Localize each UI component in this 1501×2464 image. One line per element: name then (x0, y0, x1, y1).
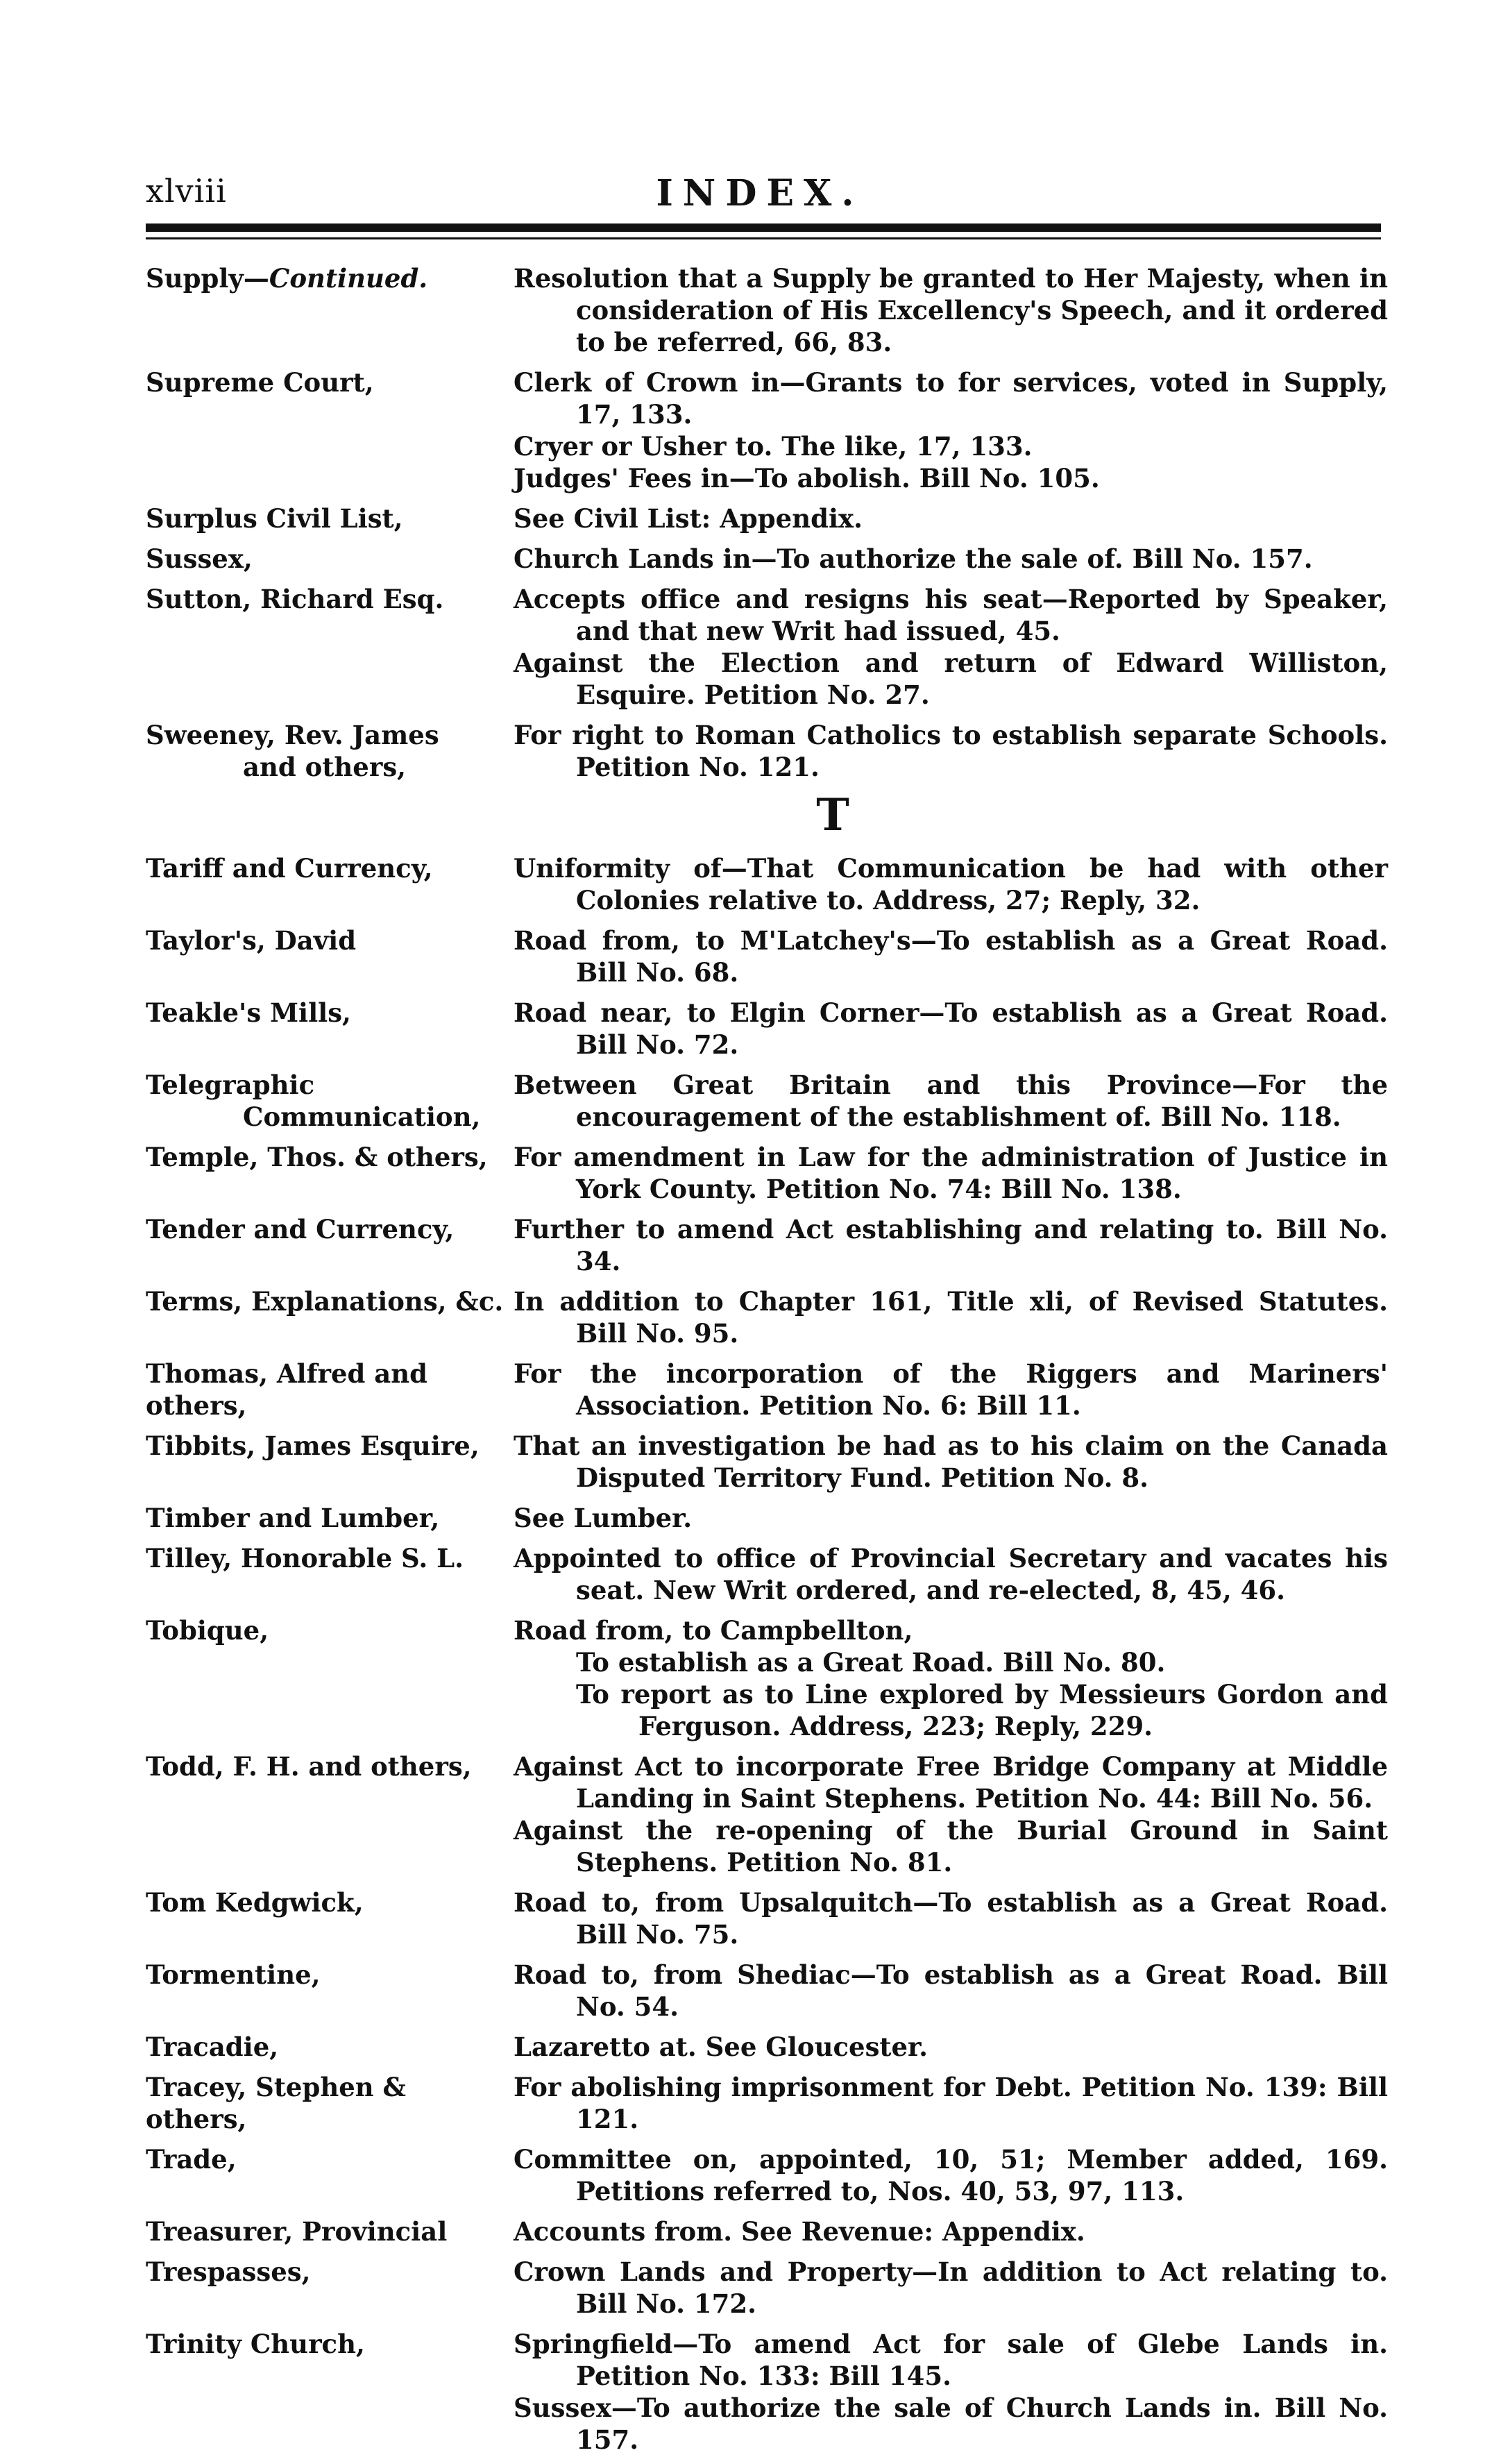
index-reference: Against Act to incorporate Free Bridge Company at Middle Landing in Saint Stephens. Petition No. 44: Bill No. 56. (514, 1751, 1388, 1814)
index-entry (146, 1430, 1388, 1494)
index-description (514, 1959, 1388, 2023)
index-term-text: Sweeney, Rev. James (146, 720, 439, 750)
index-term (146, 1213, 514, 1245)
index-description (514, 503, 1388, 534)
page-number: xlviii (146, 172, 227, 210)
index-reference: Springfield—To amend Act for sale of Glebe Lands in. Petition No. 133: Bill 145. (514, 2329, 1388, 2391)
index-reference: Resolution that a Supply be granted to Her Majesty, when in consideration of His Excellency's Speech, and it ordered to be referred, 66, 83. (514, 263, 1388, 357)
index-term (146, 1430, 514, 1462)
entries-s-section (146, 262, 1388, 783)
index-reference: Against the Election and return of Edward Williston, Esquire. Petition No. 27. (514, 648, 1388, 710)
index-entry (146, 262, 1388, 358)
index-description (514, 2143, 1388, 2207)
index-term (146, 1542, 514, 1574)
index-reference: In addition to Chapter 161, Title xli, of Revised Statutes. Bill No. 95. (514, 1286, 1388, 1349)
index-entry (146, 2031, 1388, 2063)
index-description (514, 1887, 1388, 1950)
index-reference: For right to Roman Catholics to establish separate Schools. Petition No. 121. (514, 720, 1388, 782)
index-description (514, 925, 1388, 988)
index-entry (146, 2328, 1388, 2456)
index-term (146, 1502, 514, 1534)
index-reference: For abolishing imprisonment for Debt. Petition No. 139: Bill 121. (514, 2072, 1388, 2134)
index-reference: Judges' Fees in—To abolish. Bill No. 105. (514, 463, 1100, 493)
index-term (146, 1141, 514, 1173)
section-letter (146, 791, 1388, 840)
index-term-text: Tender and Currency, (146, 1214, 455, 1244)
index-reference: Clerk of Crown in—Grants to for services, voted in Supply, 17, 133. (514, 367, 1388, 430)
index-entry (146, 583, 1388, 711)
index-reference: See Lumber. (514, 1503, 693, 1533)
index-reference: Crown Lands and Property—In addition to Act relating to. Bill No. 172. (514, 2256, 1388, 2319)
page-title: INDEX. (656, 172, 864, 214)
index-reference: Further to amend Act establishing and relating to. Bill No. 34. (514, 1214, 1388, 1276)
index-entry (146, 2216, 1388, 2247)
index-description (514, 1750, 1388, 1878)
index-reference: Sussex—To authorize the sale of Church Lands in. Bill No. 157. (514, 2393, 1388, 2455)
index-description (514, 1141, 1388, 1205)
index-entry (146, 1213, 1388, 1277)
index-description (514, 1430, 1388, 1494)
index-term-text: Todd, F. H. and others, (146, 1751, 472, 1782)
index-term (146, 583, 514, 615)
index-reference: Committee on, appointed, 10, 51; Member added, 169. Petitions referred to, Nos. 40, 53, 97, 113. (514, 2144, 1388, 2206)
index-reference: For amendment in Law for the administration of Justice in York County. Petition No. 74: Bill No. 138. (514, 1142, 1388, 1204)
index-term (146, 1069, 514, 1133)
index-term (146, 2328, 514, 2360)
index-entries (146, 262, 1388, 2464)
index-reference: Road from, to M'Latchey's—To establish as a Great Road. Bill No. 68. (514, 925, 1388, 988)
index-entry (146, 1285, 1388, 1349)
index-reference: Uniformity of—That Communication be had with other Colonies relative to. Address, 27; Reply, 32. (514, 853, 1388, 915)
index-term (146, 1959, 514, 1991)
index-term (146, 1614, 514, 1646)
index-description (514, 1614, 1388, 1742)
index-reference: Appointed to office of Provincial Secretary and vacates his seat. New Writ ordered, and re-elected, 8, 45, 46. (514, 1543, 1388, 1605)
index-reference: That an investigation be had as to his claim on the Canada Disputed Territory Fund. Petition No. 8. (514, 1431, 1388, 1493)
index-description (514, 1542, 1388, 1606)
index-entry (146, 1069, 1388, 1133)
index-reference: Cryer or Usher to. The like, 17, 133. (514, 431, 1033, 462)
index-reference: Church Lands in—To authorize the sale of. Bill No. 157. (514, 543, 1313, 574)
index-term-text: Tom Kedgwick, (146, 1887, 364, 1918)
header-rule-thick (146, 223, 1381, 232)
index-entry (146, 1358, 1388, 1421)
index-entry (146, 503, 1388, 534)
index-term-text: Tormentine, (146, 1959, 321, 1990)
index-term (146, 1887, 514, 1918)
index-reference: Road to, from Upsalquitch—To establish as a Great Road. Bill No. 75. (514, 1887, 1388, 1950)
index-term-text: Treasurer, Provincial (146, 2216, 448, 2247)
index-term-text: Trespasses, (146, 2256, 311, 2287)
index-entry (146, 1959, 1388, 2023)
index-term (146, 543, 514, 575)
page-header (139, 172, 1381, 221)
index-reference: Accounts from. See Revenue: Appendix. (514, 2216, 1085, 2247)
index-term-text: Sutton, Richard Esq. (146, 584, 444, 614)
index-term (146, 366, 514, 398)
index-description (514, 2031, 1388, 2063)
index-reference: For the incorporation of the Riggers and Mariners' Association. Petition No. 6: Bill 11. (514, 1358, 1388, 1421)
index-term-text: Sussex, (146, 543, 253, 574)
index-term-text: Timber and Lumber, (146, 1503, 440, 1533)
index-entry (146, 366, 1388, 494)
index-entry (146, 1141, 1388, 1205)
index-description (514, 852, 1388, 916)
index-entry (146, 1750, 1388, 1878)
index-entry (146, 1887, 1388, 1950)
header-rule-thin (146, 237, 1381, 239)
index-description (514, 719, 1388, 783)
index-term (146, 2031, 514, 2063)
index-term (146, 503, 514, 534)
index-entry (146, 1614, 1388, 1742)
index-term-text: Tobique, (146, 1615, 269, 1646)
index-reference: Lazaretto at. See Gloucester. (514, 2032, 928, 2062)
section-letter-text: T (816, 789, 849, 841)
entries-t-section (146, 852, 1388, 2456)
index-description (514, 543, 1388, 575)
index-term (146, 925, 514, 956)
index-entry (146, 852, 1388, 916)
index-reference: Between Great Britain and this Province—For the encouragement of the establishment of. Bill No. 118. (514, 1070, 1388, 1132)
index-term-text: Surplus Civil List, (146, 503, 403, 534)
index-term-text: Taylor's, David (146, 925, 357, 956)
index-term (146, 997, 514, 1029)
index-term (146, 852, 514, 884)
index-description (514, 1285, 1388, 1349)
index-entry (146, 925, 1388, 988)
index-term-text: Telegraphic (146, 1070, 315, 1100)
index-description (514, 262, 1388, 358)
index-reference: Against the re-opening of the Burial Ground in Saint Stephens. Petition No. 81. (514, 1815, 1388, 1877)
index-entry (146, 719, 1388, 783)
index-term-italic: Continued. (269, 263, 428, 294)
index-entry (146, 543, 1388, 575)
index-entry (146, 997, 1388, 1061)
index-description (514, 2256, 1388, 2320)
index-entry (146, 1502, 1388, 1534)
index-description (514, 366, 1388, 494)
index-reference: Road to, from Shediac—To establish as a Great Road. Bill No. 54. (514, 1959, 1388, 2022)
index-term-text: Tibbits, James Esquire, (146, 1431, 480, 1461)
index-term (146, 2071, 514, 2135)
index-reference: Road near, to Elgin Corner—To establish as a Great Road. Bill No. 72. (514, 997, 1388, 1060)
index-sub-reference: To establish as a Great Road. Bill No. 80. (576, 1647, 1166, 1678)
index-entry (146, 2071, 1388, 2135)
index-description (514, 1213, 1388, 1277)
index-term-continuation: Communication, (243, 1102, 481, 1132)
index-description (514, 1069, 1388, 1133)
index-reference: Accepts office and resigns his seat—Reported by Speaker, and that new Writ had issued, 45. (514, 584, 1388, 646)
index-sub-reference: To report as to Line explored by Messieurs Gordon and Ferguson. Address, 223; Reply, 229. (576, 1679, 1388, 1741)
index-description (514, 1502, 1388, 1534)
index-term-text: Trinity Church, (146, 2329, 365, 2359)
index-term (146, 2256, 514, 2288)
index-entry (146, 2256, 1388, 2320)
index-term (146, 262, 514, 294)
index-term-text: Terms, Explanations, &c. (146, 1286, 504, 1317)
index-entry (146, 1542, 1388, 1606)
index-entry (146, 2143, 1388, 2207)
index-description (514, 2071, 1388, 2135)
index-reference: Road from, to Campbellton, (514, 1615, 913, 1646)
index-term-text: Tilley, Honorable S. L. (146, 1543, 464, 1573)
index-term-text: Thomas, Alfred and others, (146, 1358, 428, 1421)
index-term-text: Tariff and Currency, (146, 853, 433, 884)
index-description (514, 1358, 1388, 1421)
index-term (146, 2216, 514, 2247)
index-term-text: Supreme Court, (146, 367, 374, 398)
index-term-text: Temple, Thos. & others, (146, 1142, 488, 1172)
index-term-text: Supply— (146, 263, 269, 294)
index-term-text: Tracey, Stephen & others, (146, 2072, 406, 2134)
index-term (146, 1285, 514, 1317)
index-reference: See Civil List: Appendix. (514, 503, 863, 534)
index-description (514, 997, 1388, 1061)
index-term (146, 1750, 514, 1782)
index-term (146, 719, 514, 783)
index-term-continuation: and others, (243, 752, 407, 782)
index-term (146, 1358, 514, 1421)
index-term-text: Teakle's Mills, (146, 997, 351, 1028)
index-description (514, 583, 1388, 711)
index-term-text: Tracadie, (146, 2032, 279, 2062)
index-description (514, 2216, 1388, 2247)
index-description (514, 2328, 1388, 2456)
index-term-text: Trade, (146, 2144, 237, 2175)
index-term (146, 2143, 514, 2175)
